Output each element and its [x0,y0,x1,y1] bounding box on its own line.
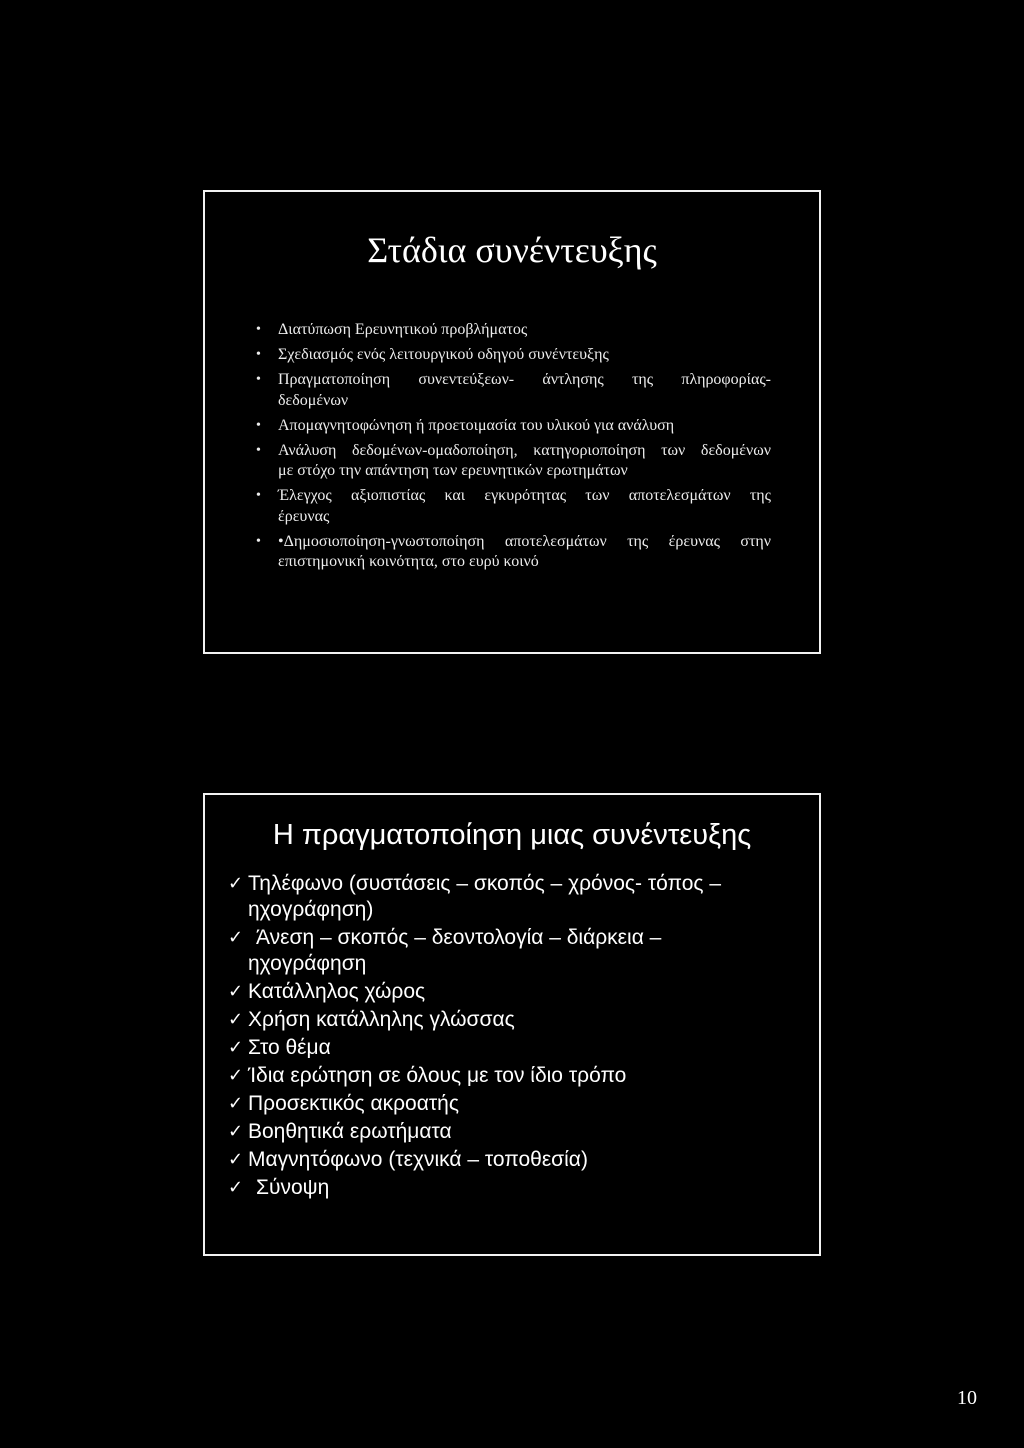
item-text-line: δεδομένων [278,391,349,409]
item-text-line: Διατύπωση Ερευνητικού προβλήματος [278,321,528,338]
item-text-line: ηχογράφηση) [248,898,374,921]
item-text [248,979,721,1005]
item-text-line: Σύνοψη [256,1176,330,1199]
item-text [278,441,771,482]
bullet-icon: • [256,347,261,362]
checkmark-icon: ✓ [228,1093,244,1114]
item-text [248,925,721,977]
checklist-item [228,979,721,1005]
item-text-line: Ίδια ερώτηση σε όλους με τον ίδιο τρόπο [248,1064,627,1087]
item-text [248,1119,721,1145]
item-text-line: Χρήση κατάλληλης γλώσσας [248,1008,515,1031]
item-text-line: Τηλέφωνο (συστάσεις – σκοπός – χρόνος- τόπος – [248,872,722,895]
stages-list [256,320,771,577]
checkmark-icon: ✓ [228,1037,244,1058]
checkmark-icon: ✓ [228,981,244,1002]
item-text [248,871,721,923]
item-text-line: Άνεση – σκοπός – δεοντολογία – διάρκεια – [256,926,662,949]
item-text [248,1007,721,1033]
bullet-icon: • [256,442,261,458]
checklist [228,871,721,1203]
item-text [278,416,771,437]
item-text [248,1063,721,1089]
list-item [256,416,771,437]
list-item [256,370,771,411]
bullet-icon: • [256,417,261,433]
checklist-item [228,925,721,977]
slide-conducting-interview [203,793,821,1256]
checkmark-icon: ✓ [228,1065,244,1086]
slide-title: Η πραγματοποίηση μιας συνέντευξης [272,819,752,851]
checklist-item [228,1091,721,1117]
item-text [278,370,771,411]
slide-interview-stages [203,190,821,654]
item-text [278,345,771,366]
checklist-item [228,1175,721,1201]
bullet-icon: • [256,488,261,503]
item-text-line: Μαγνητόφωνο (τεχνικά – τοποθεσία) [248,1148,588,1171]
item-text [248,1091,721,1117]
slide-title: Στάδια συνέντευξης [367,230,657,270]
checkmark-icon: ✓ [228,873,244,894]
checklist-item [228,1147,721,1173]
list-item [256,345,771,366]
list-item [256,320,771,341]
item-text [248,1147,721,1173]
item-text-line: Κατάλληλος χώρος [248,980,426,1003]
checkmark-icon: ✓ [228,1121,244,1142]
checklist-item [228,1063,721,1089]
item-text-line: Πραγματοποίηση συνεντεύξεων- άντλησης της πληροφορίας- [278,371,771,388]
list-item [256,486,771,527]
checkmark-icon: ✓ [228,1009,244,1030]
checklist-item [228,1007,721,1033]
bullet-icon: • [256,533,261,549]
item-text [248,1175,721,1201]
list-item [256,441,771,482]
page-number: 10 [957,1387,977,1409]
item-text [278,486,771,527]
item-text-line: ηχογράφηση [248,952,367,975]
list-item [256,532,771,573]
checklist-item [228,1035,721,1061]
item-text-line: έρευνας [278,507,330,525]
item-text [278,532,771,573]
checkmark-icon: ✓ [228,1177,244,1198]
item-text-line: Προσεκτικός ακροατής [248,1092,459,1115]
item-text-line: Έλεγχος αξιοπιστίας και εγκυρότητας των αποτελεσμάτων της [278,487,771,504]
item-text-line: με στόχο την απάντηση των ερευνητικών ερωτημάτων [278,462,628,479]
checkmark-icon: ✓ [228,927,244,948]
bullet-icon: • [256,322,261,337]
item-text-line: Ανάλυση δεδομένων-ομαδοποίηση, κατηγοριοποίηση των δεδομένων [278,441,771,459]
item-text [248,1035,721,1061]
item-text-line: Απομαγνητοφώνηση ή προετοιμασία του υλικού για ανάλυση [278,416,675,434]
item-text-line: επιστημονική κοινότητα, στο ευρύ κοινό [278,553,539,570]
bullet-icon: • [256,372,261,387]
item-text-line: Βοηθητικά ερωτήματα [248,1120,452,1143]
item-text-line: •Δημοσιοποίηση-γνωστοποίηση αποτελεσμάτων της έρευνας στην [278,532,771,550]
item-text [278,320,771,341]
item-text-line: Σχεδιασμός ενός λειτουργικού οδηγού συνέντευξης [278,346,609,363]
checklist-item [228,1119,721,1145]
item-text-line: Στο θέμα [248,1036,331,1059]
checkmark-icon: ✓ [228,1149,244,1170]
checklist-item [228,871,721,923]
